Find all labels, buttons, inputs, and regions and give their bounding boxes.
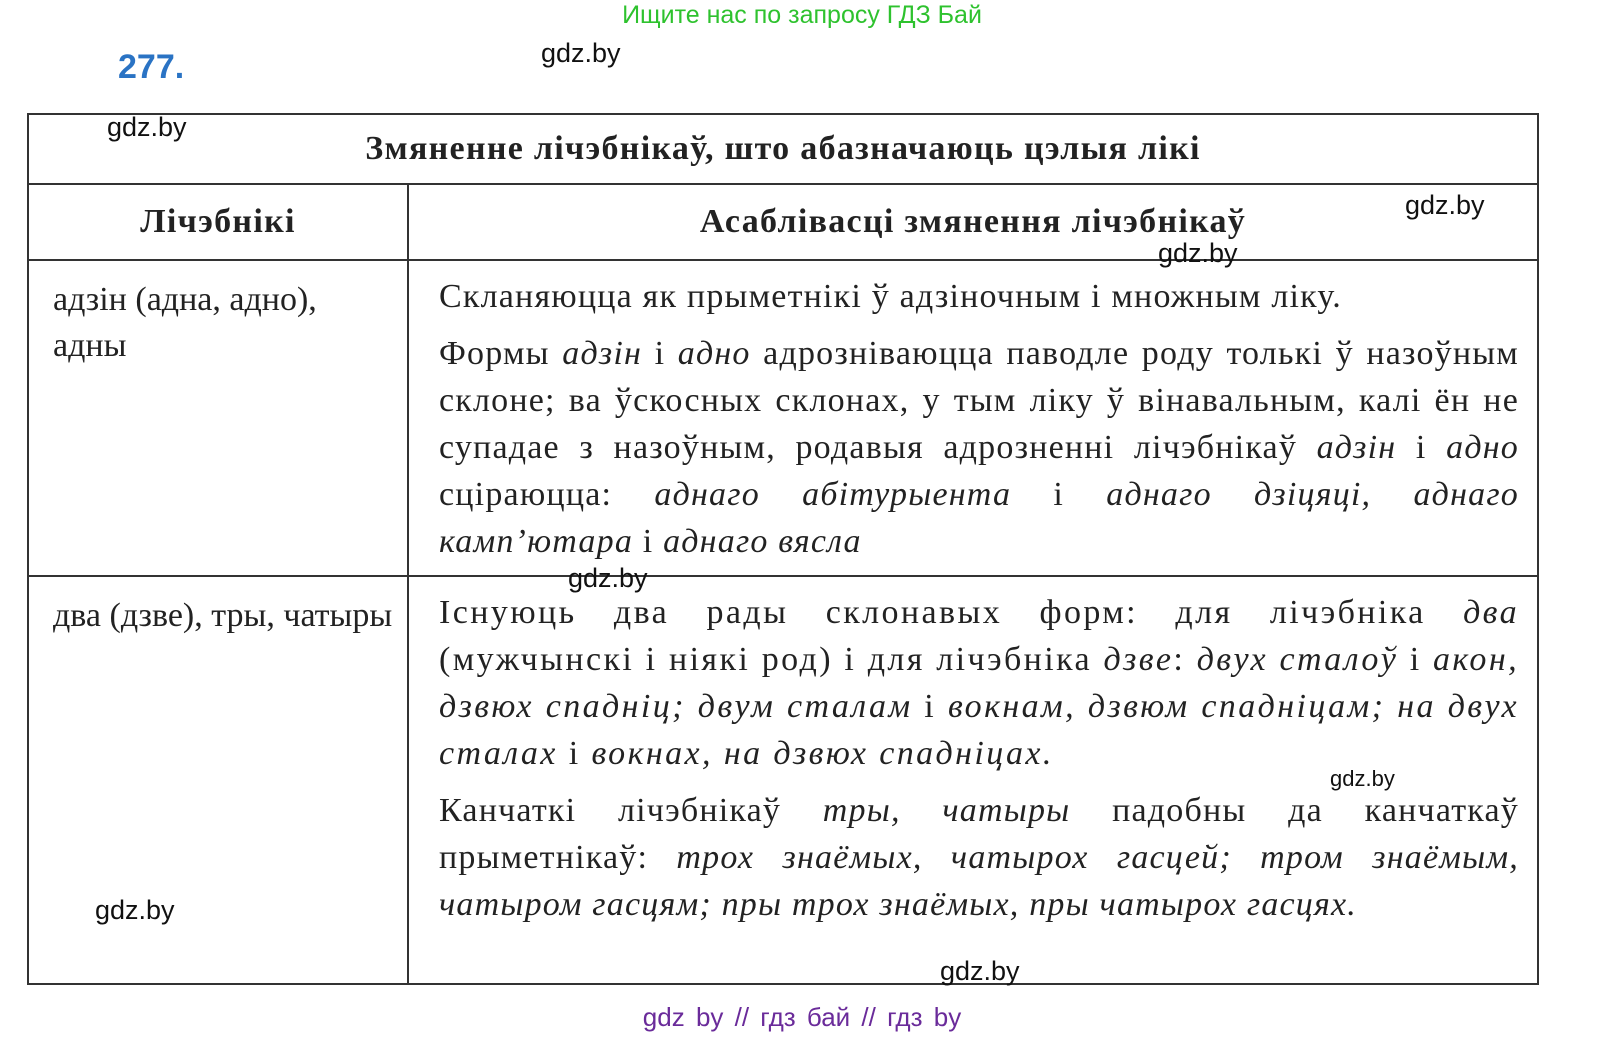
table-divider [29,575,1537,577]
row-1-paragraph-1: Скланяюцца як прыметнікі ў адзіночным і множным ліку. [439,278,1342,315]
watermark: gdz.by [1330,766,1395,791]
row-1-paragraph-2: Формы адзін і адно адрозніваюцца паводле роду толькі ў назоўным склоне; ва ўскосных склонах, у тым ліку ў вінавальным, калі ён не супадае з назоўным, родавыя адрозненні лічэбнікаў адзін і адно сціраюцца: аднаго абітурыента і аднаго дзіцяці, аднаго камп’ютара і аднаго вясла [439,335,1519,560]
numerals-table [27,113,1539,985]
table-divider [29,259,1537,261]
watermark: gdz.by [568,563,648,593]
row-2-paragraph-2: Канчаткі лічэбнікаў тры, чатыры падобны да канчаткаў прыметнікаў: трох знаёмых, чатырох гасцей; тром знаёмым, чатыром гасцям; пры трох знаёмых, пры чатырох гасцях. [439,792,1519,923]
watermark: gdz.by [940,956,1020,986]
table-title: Змяненне лічэбнікаў, што абазначаюць цэлыя лікі [365,130,1201,167]
row-2-numerals: два (дзве), тры, чатыры [53,597,393,634]
column-header-features: Асаблівасці змянення лічэбнікаў [699,203,1247,240]
footer-links: gdz by // гдз бай // гдз by [642,1002,962,1032]
watermark: gdz.by [95,895,175,925]
watermark: gdz.by [1405,190,1485,220]
row-2-description [439,589,1519,928]
row-1-description [439,273,1519,565]
watermark: gdz.by [107,112,187,142]
watermark: gdz.by [541,38,621,68]
column-header-numerals: Лічэбнікі [140,203,296,240]
column-divider [407,183,409,983]
row-2-paragraph-1: Існуюць два рады склонавых форм: для лічэбніка два (мужчынскі і ніякі род) і для лічэбніка дзве: двух сталоў і акон, дзвюх спадніц; двум сталам і вокнам, дзвюм спадніцам; на двух сталах і вокнах, на дзвюх спадніцах. [439,594,1519,772]
row-1-numerals: адзін (адна, адно), адны [53,281,317,364]
watermark: gdz.by [1158,238,1238,268]
exercise-number: 277. [118,48,185,86]
promo-banner: Ищите нас по запросу ГДЗ Бай [622,1,982,29]
